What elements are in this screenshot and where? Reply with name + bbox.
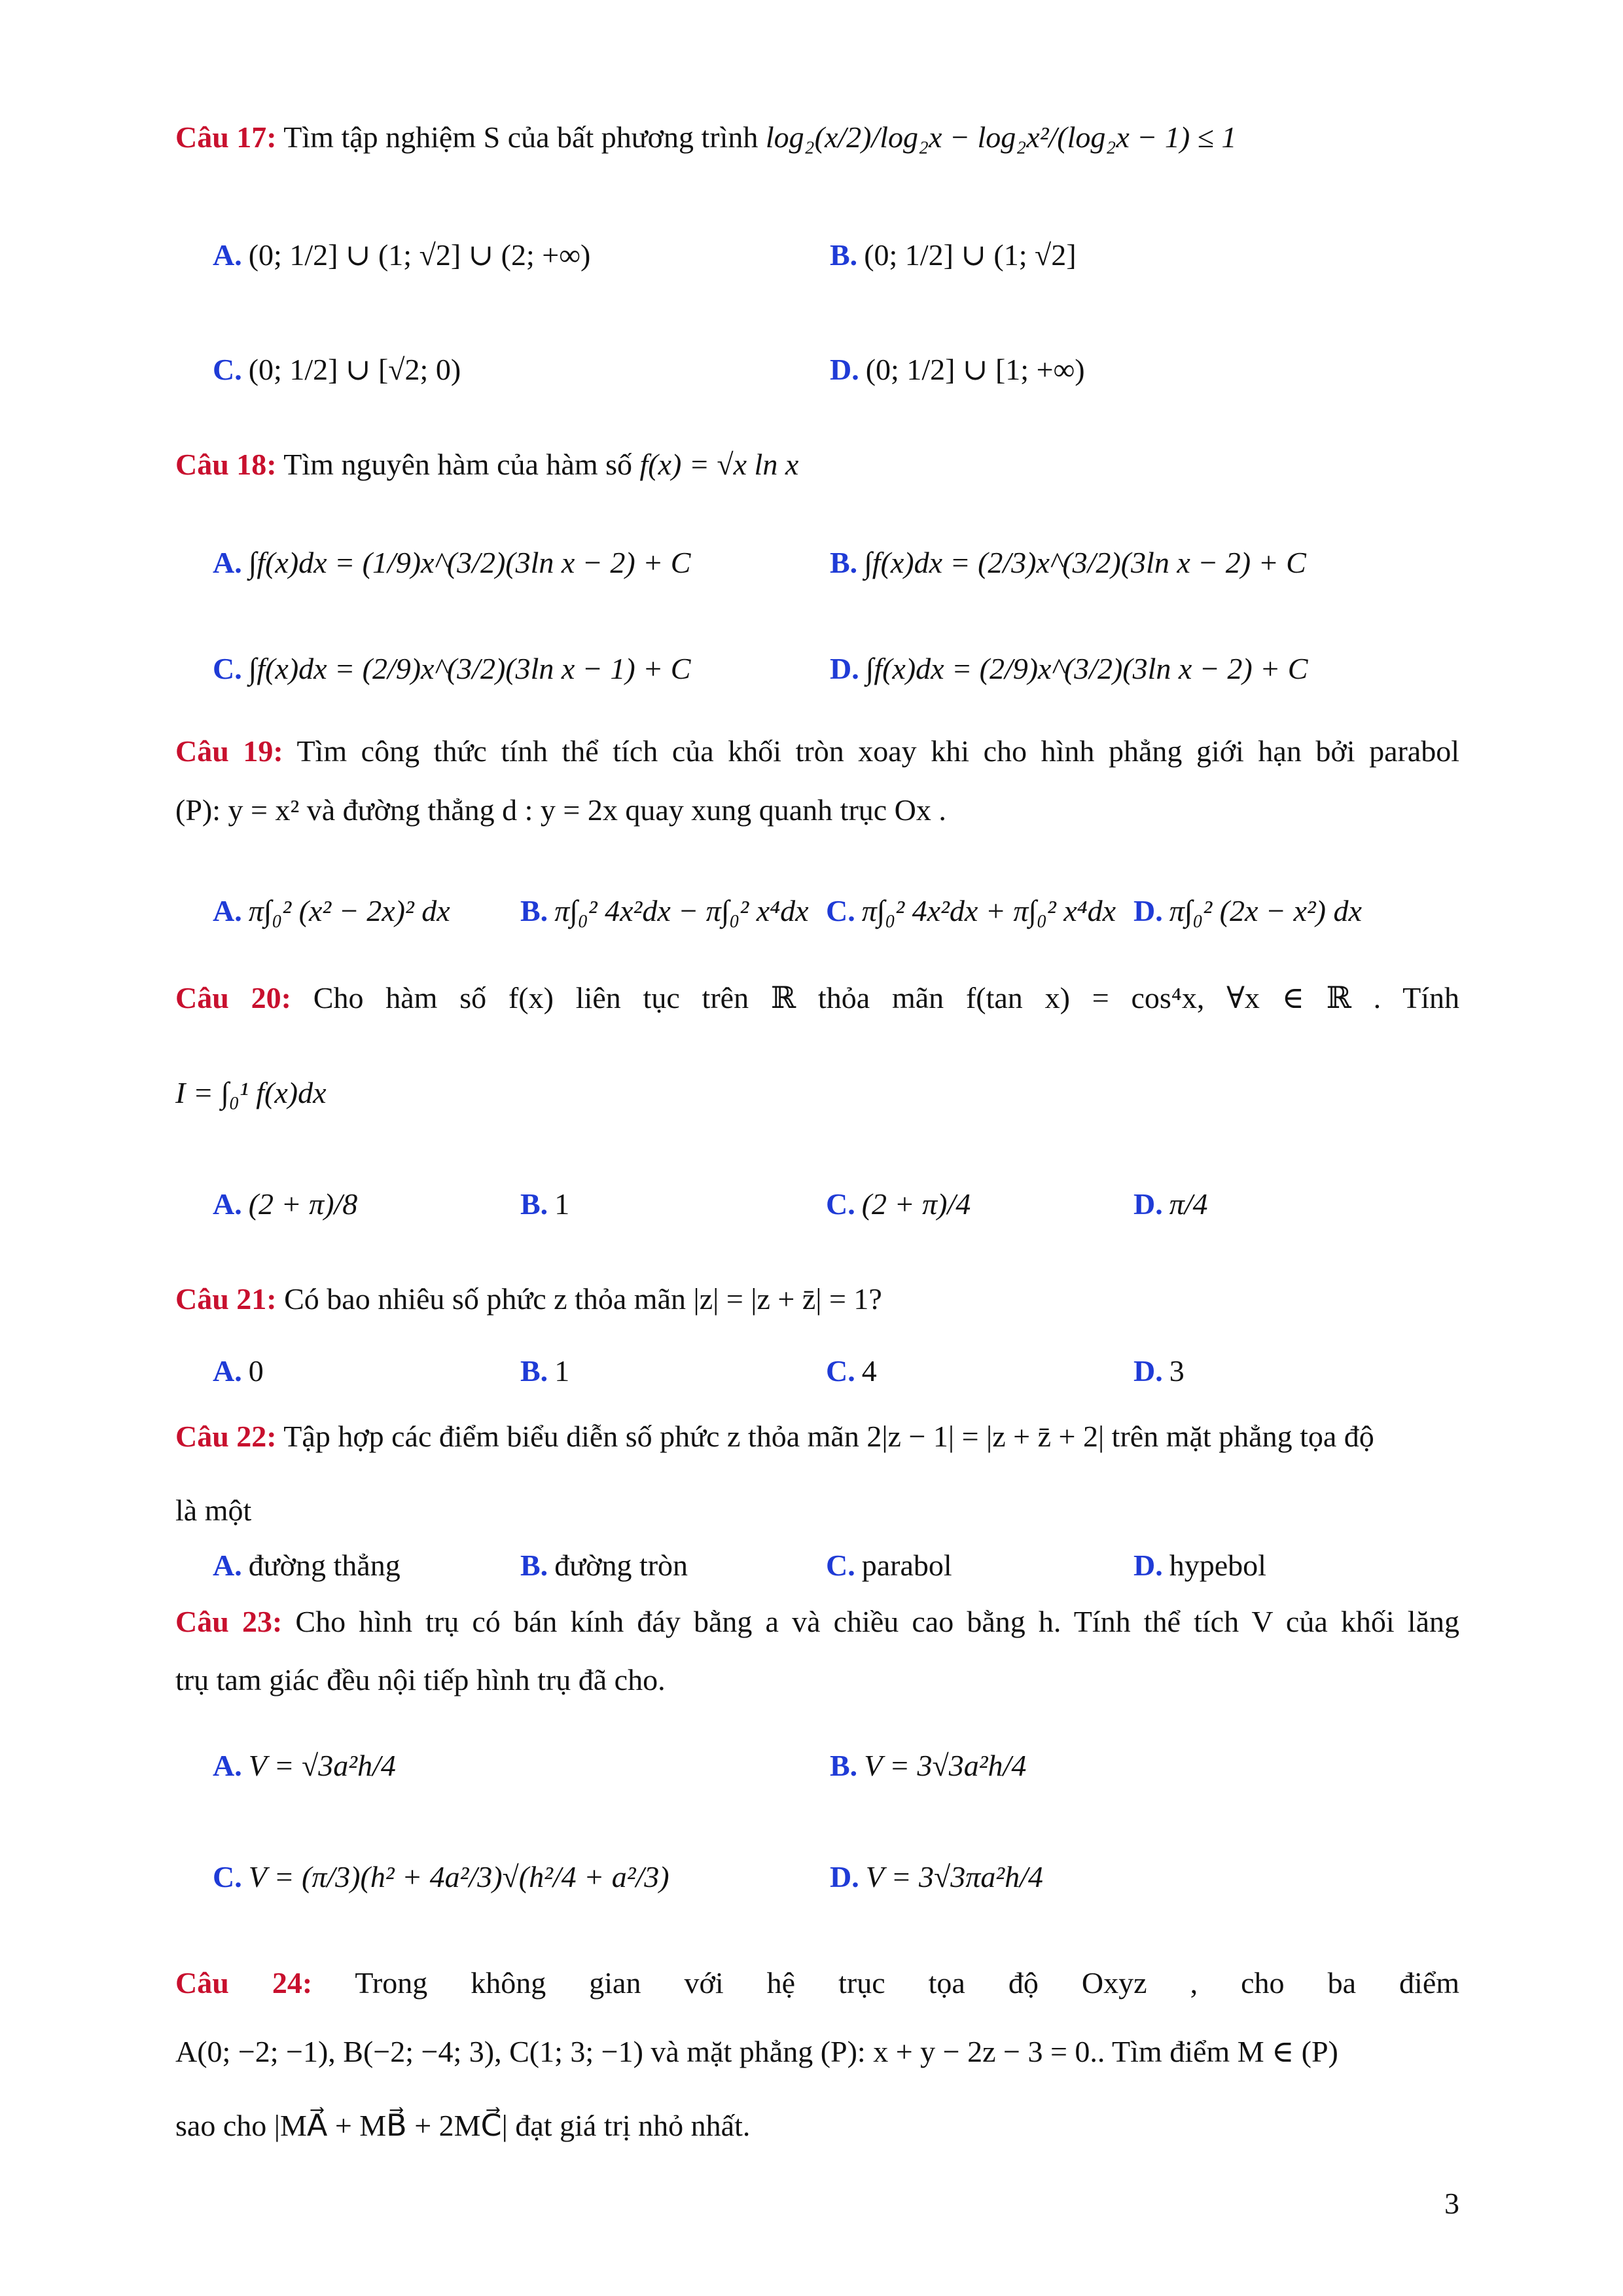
q20-option-a[interactable]: A. (2 + π)/8 <box>213 1187 358 1221</box>
q22-label: Câu 22: <box>175 1420 277 1453</box>
q22-option-c[interactable]: C. parabol <box>826 1549 952 1582</box>
q19-option-a[interactable]: A. π∫₀² (x² − 2x)² dx <box>213 894 450 927</box>
q24-stem-line3 <box>175 2106 1459 2145</box>
q21-option-d[interactable]: D. 3 <box>1133 1354 1185 1388</box>
q22-stem-line1 <box>175 1417 1459 1456</box>
q23-option-c[interactable]: C. V = (π/3)(h² + 4a²/3)√(h²/4 + a²/3) <box>213 1860 669 1893</box>
q22-stem-line2 <box>175 1491 1459 1530</box>
q18-label: Câu 18: <box>175 448 277 481</box>
q21-option-a[interactable]: A. 0 <box>213 1354 264 1388</box>
q23-text1: Cho hình trụ có bán kính đáy bằng a và chiều cao bằng h. Tính thể tích V của khối lăng <box>295 1605 1459 1638</box>
page-number: 3 <box>1444 2187 1459 2220</box>
q22-text1: Tập hợp các điểm biểu diễn số phức z thỏa mãn 2|z − 1| = |z + z̄ + 2| trên mặt phẳng tọa độ <box>283 1420 1374 1453</box>
q20-stem-line2 <box>175 1073 1459 1113</box>
q24-text1: Trong không gian với hệ trục tọa độ Oxyz , cho ba điểm <box>355 1966 1460 2000</box>
q19-option-b[interactable]: B. π∫₀² 4x²dx − π∫₀² x⁴dx <box>520 894 809 927</box>
q22-option-d[interactable]: D. hypebol <box>1133 1549 1266 1582</box>
q23-stem-line1 <box>175 1602 1459 1641</box>
q20-option-d[interactable]: D. π/4 <box>1133 1187 1208 1221</box>
q18-expr: f(x) = √x ln x <box>639 448 799 481</box>
q24-text2: A(0; −2; −1), B(−2; −4; 3), C(1; 3; −1) và mặt phẳng (P): x + y − 2z − 3 = 0.. Tìm điểm M ∈ (P) <box>175 2035 1338 2068</box>
q20-text2: I = ∫₀¹ f(x)dx <box>175 1076 327 1109</box>
q18-text: Tìm nguyên hàm của hàm số <box>283 448 633 481</box>
q21-stem <box>175 1280 1459 1319</box>
q23-option-d[interactable]: D. V = 3√3πa²h/4 <box>830 1860 1043 1893</box>
q21-option-c[interactable]: C. 4 <box>826 1354 877 1388</box>
q23-stem-line2 <box>175 1660 1459 1700</box>
q19-option-c[interactable]: C. π∫₀² 4x²dx + π∫₀² x⁴dx <box>826 894 1116 927</box>
q17-option-c[interactable]: C. (0; 1/2] ∪ [√2; 0) <box>213 353 461 386</box>
q23-option-a[interactable]: A. V = √3a²h/4 <box>213 1749 396 1782</box>
q21-text: Có bao nhiêu số phức z thỏa mãn |z| = |z + z̄| = 1? <box>284 1282 882 1316</box>
q24-text3: sao cho |MA⃗ + MB⃗ + 2MC⃗| đạt giá trị nhỏ nhất. <box>175 2109 751 2142</box>
q17-option-d[interactable]: D. (0; 1/2] ∪ [1; +∞) <box>830 353 1085 386</box>
q17-option-b[interactable]: B. (0; 1/2] ∪ (1; √2] <box>830 238 1077 272</box>
q18-option-b[interactable]: B. ∫f(x)dx = (2/3)x^(3/2)(3ln x − 2) + C <box>830 546 1306 579</box>
q22-option-b[interactable]: B. đường tròn <box>520 1549 688 1582</box>
q20-option-c[interactable]: C. (2 + π)/4 <box>826 1187 971 1221</box>
q24-label: Câu 24: <box>175 1966 313 2000</box>
q24-stem-line2 <box>175 2032 1459 2072</box>
q19-option-d[interactable]: D. π∫₀² (2x − x²) dx <box>1133 894 1362 927</box>
q20-option-b[interactable]: B. 1 <box>520 1187 570 1221</box>
q24-stem-line1 <box>175 1964 1459 2003</box>
q23-option-b[interactable]: B. V = 3√3a²h/4 <box>830 1749 1027 1782</box>
q22-text2: là một <box>175 1494 252 1527</box>
q17-stem <box>175 118 1459 157</box>
q19-label: Câu 19: <box>175 734 283 768</box>
q20-label: Câu 20: <box>175 981 291 1014</box>
q19-text1: Tìm công thức tính thể tích của khối tròn xoay khi cho hình phẳng giới hạn bởi parabol <box>296 734 1460 768</box>
q19-stem-line1 <box>175 732 1459 771</box>
q17-option-a[interactable]: A. (0; 1/2] ∪ (1; √2] ∪ (2; +∞) <box>213 238 591 272</box>
q17-text: Tìm tập nghiệm S của bất phương trình <box>283 120 758 154</box>
q23-text2: trụ tam giác đều nội tiếp hình trụ đã cho. <box>175 1663 666 1696</box>
q18-stem <box>175 445 1459 484</box>
q18-option-d[interactable]: D. ∫f(x)dx = (2/9)x^(3/2)(3ln x − 2) + C <box>830 652 1308 685</box>
q19-stem-line2 <box>175 791 1459 830</box>
q23-label: Câu 23: <box>175 1605 283 1638</box>
q17-expr: log₂(x/2)/log₂x − log₂x²/(log₂x − 1) ≤ 1 <box>765 120 1237 154</box>
q19-text2: (P): y = x² và đường thẳng d : y = 2x quay xung quanh trục Ox . <box>175 793 946 827</box>
q20-stem-line1 <box>175 978 1459 1018</box>
q21-option-b[interactable]: B. 1 <box>520 1354 570 1388</box>
q18-option-a[interactable]: A. ∫f(x)dx = (1/9)x^(3/2)(3ln x − 2) + C <box>213 546 691 579</box>
q22-option-a[interactable]: A. đường thẳng <box>213 1549 401 1582</box>
q20-text1: Cho hàm số f(x) liên tục trên ℝ thỏa mãn f(tan x) = cos⁴x, ∀x ∈ ℝ . Tính <box>313 981 1460 1014</box>
q21-label: Câu 21: <box>175 1282 277 1316</box>
q17-label: Câu 17: <box>175 120 277 154</box>
q18-option-c[interactable]: C. ∫f(x)dx = (2/9)x^(3/2)(3ln x − 1) + C <box>213 652 691 685</box>
